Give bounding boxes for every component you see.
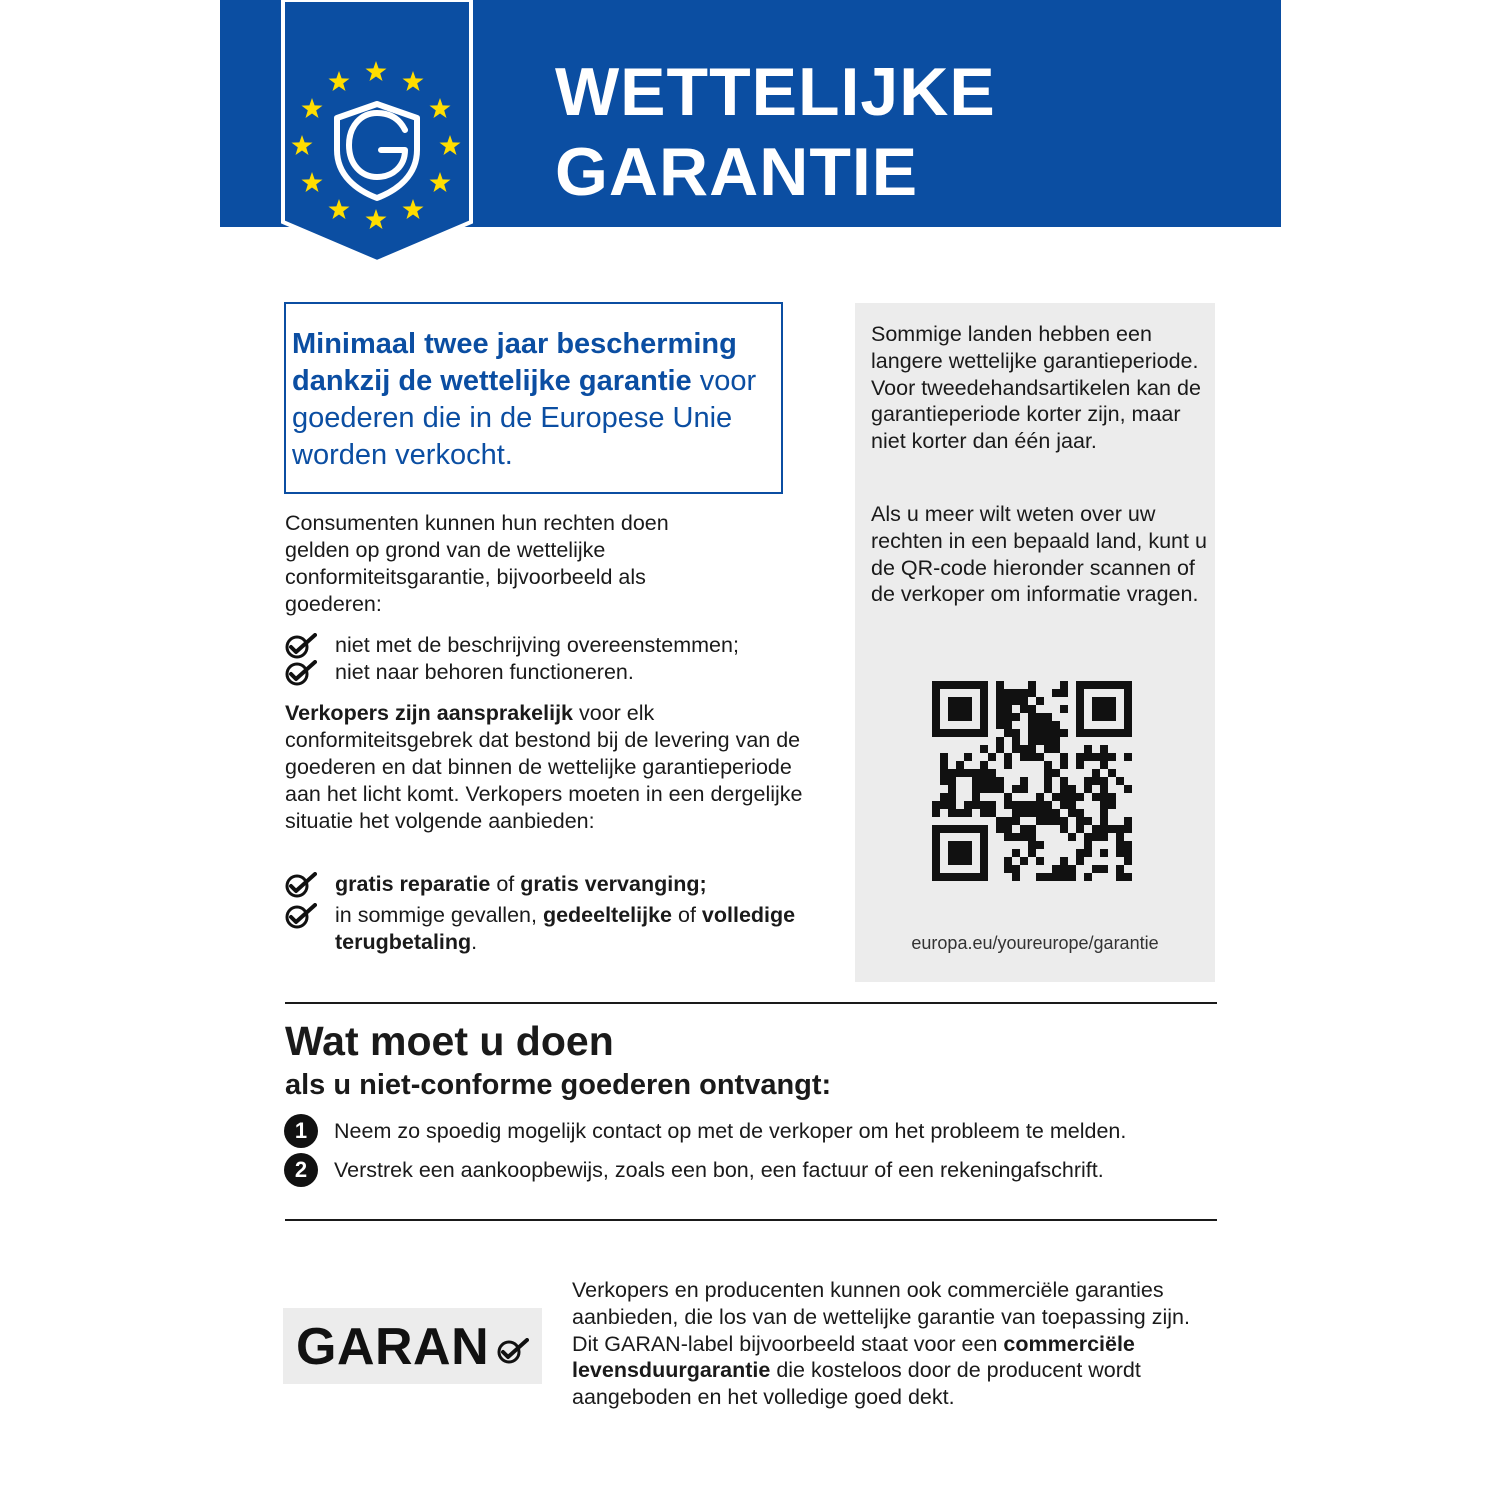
intro-bold: Minimaal twee jaar bescherming dankzij de wettelijke garantie — [292, 328, 737, 397]
checkmark-icon — [285, 872, 317, 898]
remedy1-b: of — [490, 872, 521, 896]
remedy2-b: gedeeltelijke — [542, 903, 673, 927]
remedy-checklist — [285, 871, 805, 956]
garan-logo — [283, 1308, 542, 1384]
title-line-1: WETTELIJKE — [555, 54, 996, 130]
consumer-item-2: niet naar behoren functioneren. — [335, 660, 634, 684]
commercial-text-before: Verkopers en producenten kunnen ook commerciële garanties aanbieden, die los van de wettelijke garantie van toepassing zijn. Dit GARAN-label bijvoorbeeld staat voor een — [572, 1278, 1190, 1356]
remedy2-a: in sommige gevallen, — [335, 903, 543, 927]
remedy1-c: gratis vervanging; — [520, 872, 707, 896]
sellers-rest: voor elk conformiteitsgebrek dat bestond bij de levering van de goederen en dat binnen de wettelijke garantieperiode aan het licht komt. Verkopers moeten in een dergelijke situatie het volgende aanbieden: — [285, 701, 803, 833]
checkmark-icon — [285, 660, 317, 686]
sellers-paragraph — [285, 700, 805, 835]
remedy2-d: volledige terugbetaling — [335, 903, 796, 954]
steps-subtitle: als u niet-conforme goederen ontvangt: — [285, 1069, 832, 1101]
side-panel — [855, 303, 1215, 982]
divider — [285, 1002, 1217, 1004]
remedy2-c: of — [672, 903, 702, 927]
page-title — [555, 52, 996, 212]
step-text: Neem zo spoedig mogelijk contact op met de verkoper om het probleem te melden. — [334, 1119, 1127, 1143]
steps-title: Wat moet u doen — [285, 1018, 614, 1064]
side-paragraph-1: Sommige landen hebben een langere wettelijke garantieperiode. Voor tweedehandsartikelen kan de garantieperiode korter zijn, maar niet korter dan één jaar. — [871, 322, 1201, 454]
consumers-paragraph: Consumenten kunnen hun rechten doen gelden op grond van de wettelijke conformiteitsgarantie, bijvoorbeeld als goederen: — [285, 511, 669, 616]
sellers-bold: Verkopers zijn aansprakelijk — [285, 701, 574, 725]
side-paragraph-2: Als u meer wilt weten over uw rechten in een bepaald land, kunt u de QR-code hieronder scannen of de verkoper om informatie vragen. — [871, 502, 1207, 607]
step-number-badge: 2 — [284, 1153, 318, 1187]
commercial-bold: commerciële levensduurgarantie — [572, 1331, 1135, 1383]
title-line-2: GARANTIE — [555, 134, 919, 210]
list-item — [285, 659, 739, 686]
intro-rest: voor goederen die in de Europese Unie worden verkocht. — [292, 365, 757, 471]
checkmark-icon — [497, 1338, 529, 1364]
step-text: Verstrek een aankoopbewijs, zoals een bon, een factuur of een rekeningafschrift. — [334, 1158, 1104, 1182]
divider — [285, 1219, 1217, 1221]
consumer-checklist — [285, 632, 739, 686]
checkmark-icon — [285, 633, 317, 659]
remedy1-a: gratis reparatie — [335, 872, 491, 896]
eu-star-shield-g-icon — [281, 0, 473, 264]
checkmark-icon — [285, 903, 317, 929]
list-item — [285, 632, 739, 659]
intro-text — [292, 326, 792, 474]
garan-logo-text: GARAN — [296, 1318, 490, 1376]
commercial-paragraph — [572, 1277, 1222, 1411]
intro-box — [284, 302, 783, 494]
step-number-badge: 1 — [284, 1114, 318, 1148]
qr-code-icon[interactable] — [932, 681, 1132, 881]
consumer-item-1: niet met de beschrijving overeenstemmen; — [335, 633, 739, 657]
commercial-text-after: die kosteloos door de producent wordt aangeboden en het volledige goed dekt. — [572, 1358, 1141, 1410]
side-url[interactable]: europa.eu/youreurope/garantie — [911, 933, 1159, 953]
list-item — [285, 902, 805, 956]
remedy2-e: . — [471, 930, 478, 954]
list-item — [285, 871, 805, 898]
